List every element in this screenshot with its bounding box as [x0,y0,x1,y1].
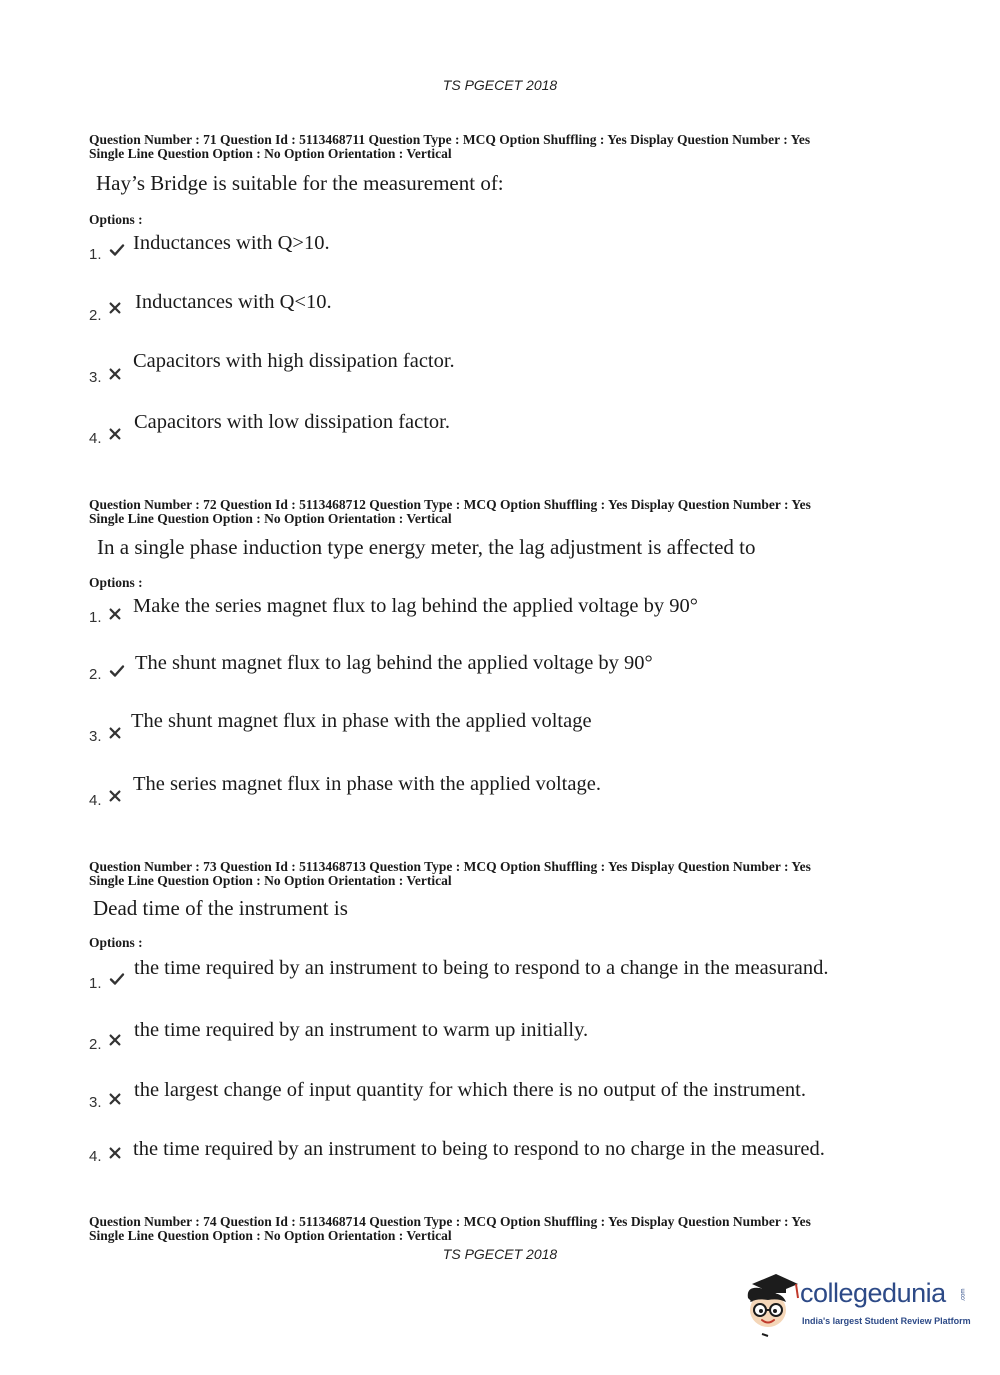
question-meta-line2: Single Line Question Option : No Option Orientation : Vertical [89,146,452,161]
option-4 [89,411,949,447]
brand-logo [742,1272,972,1342]
option-text: Inductances with Q<10. [135,291,332,313]
option-number: 3. [89,728,102,745]
option-number: 1. [89,609,102,626]
question-block-71 [89,132,949,447]
option-number: 4. [89,430,102,447]
option-text: Capacitors with high dissipation factor. [133,350,455,372]
option-4 [89,773,949,809]
option-text: The shunt magnet flux to lag behind the applied voltage by 90° [135,652,653,674]
option-number: 4. [89,1148,102,1165]
question-meta-line1: Question Number : 71 Question Id : 5113468711 Question Type : MCQ Option Shuffling : Yes Display Question Number : Yes [89,132,811,147]
cross-icon [108,427,122,441]
brand-name: collegedunia [800,1278,946,1308]
option-number: 3. [89,1094,102,1111]
option-number: 4. [89,792,102,809]
check-icon [109,971,125,987]
question-meta-line2: Single Line Question Option : No Option Orientation : Vertical [89,1228,452,1243]
option-number: 2. [89,307,102,324]
question-block-72 [89,497,949,809]
cross-icon [108,1033,122,1047]
options-label: Options : [89,212,143,227]
option-number: 1. [89,975,102,992]
check-icon [109,663,125,679]
option-2 [89,652,949,682]
option-1 [89,232,949,262]
option-number: 2. [89,1036,102,1053]
option-text: the time required by an instrument to being to respond to no charge in the measured. [133,1138,825,1160]
cross-icon [108,367,122,381]
option-3 [89,710,949,745]
option-1 [89,595,949,625]
question-text: Hay’s Bridge is suitable for the measurement of: [96,171,504,195]
option-text: The series magnet flux in phase with the applied voltage. [133,773,601,795]
brand-tagline: India's largest Student Review Platform [802,1316,971,1326]
option-text: the time required by an instrument to warm up initially. [134,1019,589,1041]
question-meta-line2: Single Line Question Option : No Option Orientation : Vertical [89,873,452,888]
question-text: Dead time of the instrument is [93,896,348,920]
option-text: the largest change of input quantity for which there is no output of the instrument. [134,1079,806,1101]
cross-icon [108,726,122,740]
option-text: Inductances with Q>10. [133,232,330,254]
question-block-73 [89,859,949,1165]
mascot-icon [742,1272,802,1338]
option-number: 2. [89,666,102,683]
cross-icon [108,301,122,315]
option-3 [89,1079,949,1109]
option-1 [89,957,949,992]
question-text: In a single phase induction type energy meter, the lag adjustment is affected to [97,535,756,559]
option-text: the time required by an instrument to being to respond to a change in the measurand. [134,957,829,979]
check-icon [109,242,125,258]
option-text: Capacitors with low dissipation factor. [134,411,450,433]
cross-icon [108,789,122,803]
option-2 [89,1019,949,1053]
option-text: Make the series magnet flux to lag behind the applied voltage by 90° [133,595,698,617]
cross-icon [108,607,122,621]
page-footer-title: TS PGECET 2018 [442,1246,558,1262]
brand-suffix: .com [960,1288,967,1302]
question-meta-line1: Question Number : 73 Question Id : 5113468713 Question Type : MCQ Option Shuffling : Yes Display Question Number : Yes [89,859,811,874]
cross-icon [108,1092,122,1106]
question-meta-line1: Question Number : 72 Question Id : 5113468712 Question Type : MCQ Option Shuffling : Yes Display Question Number : Yes [89,497,811,512]
cross-icon [108,1146,122,1160]
option-4 [89,1138,949,1168]
option-text: The shunt magnet flux in phase with the applied voltage [131,710,592,732]
option-number: 1. [89,246,102,263]
question-block-74 [89,1215,949,1243]
option-3 [89,350,949,386]
question-meta-line1: Question Number : 74 Question Id : 5113468714 Question Type : MCQ Option Shuffling : Yes Display Question Number : Yes [89,1214,811,1229]
options-label: Options : [89,935,143,950]
question-meta-line2: Single Line Question Option : No Option Orientation : Vertical [89,511,452,526]
option-number: 3. [89,369,102,386]
options-label: Options : [89,575,143,590]
page-header-title: TS PGECET 2018 [442,77,558,93]
option-2 [89,291,949,324]
